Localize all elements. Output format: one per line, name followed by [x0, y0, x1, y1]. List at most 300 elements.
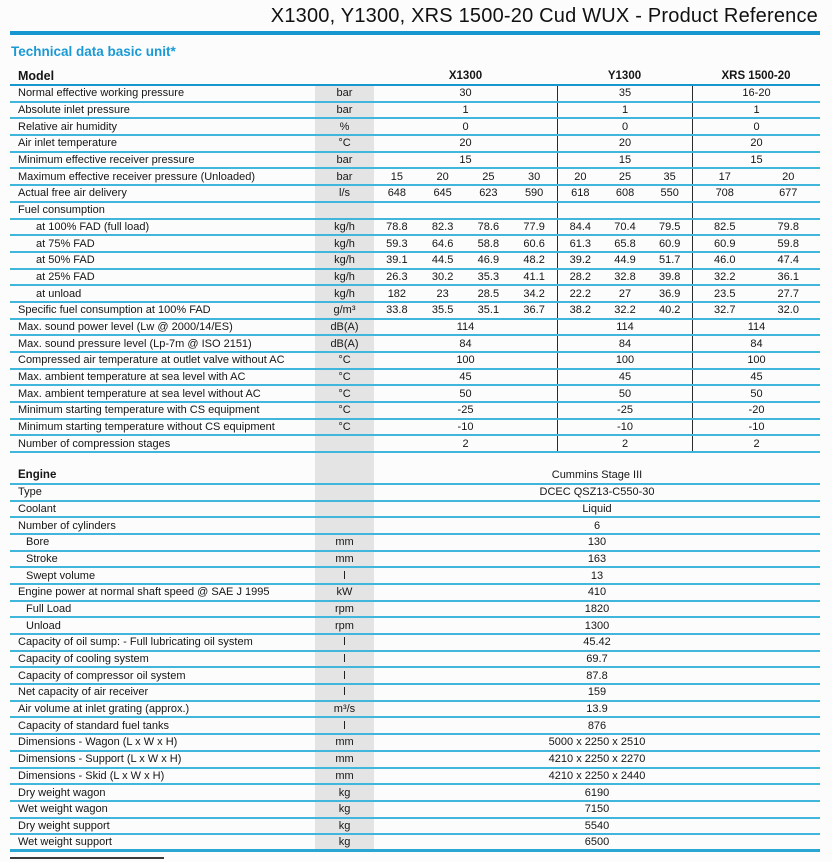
value-cell: -10 — [457, 421, 474, 434]
value-cell: 45 — [618, 371, 632, 384]
value-cell: 50 — [618, 387, 632, 400]
table-row — [10, 835, 820, 852]
row-values — [374, 685, 820, 700]
row-label: Dimensions - Support (L x W x H) — [18, 753, 182, 766]
value-cell: 50 — [750, 387, 763, 400]
value-cell: -25 — [617, 404, 633, 417]
value-cell: 0 — [753, 120, 760, 133]
model-region — [692, 103, 820, 118]
row-values — [374, 735, 820, 750]
value-cell: 61.3 — [569, 237, 592, 250]
table-row — [10, 436, 820, 453]
row-values — [374, 485, 820, 500]
unit-cell: bar — [315, 86, 374, 101]
value-cell: 7150 — [584, 803, 610, 816]
unit-cell: mm — [315, 552, 374, 567]
value-cell: 876 — [587, 719, 607, 732]
model-region — [374, 370, 557, 385]
unit-cell: °C — [315, 136, 374, 151]
unit-cell: kg/h — [315, 286, 374, 301]
unit-cell: m³/s — [315, 702, 374, 717]
table-row — [10, 602, 820, 619]
row-values — [374, 203, 820, 218]
model-region — [374, 270, 557, 285]
model-column-headers — [374, 68, 820, 84]
table-row — [10, 236, 820, 253]
value-cell: 79.8 — [777, 220, 799, 233]
value-cell — [558, 203, 692, 218]
row-label: Air volume at inlet grating (approx.) — [18, 703, 190, 716]
value-cell: 2 — [462, 437, 469, 450]
spec-table — [10, 68, 820, 852]
model-region — [374, 336, 557, 351]
value-cell: 15 — [618, 154, 632, 167]
model-region — [692, 169, 820, 184]
row-values — [374, 802, 820, 817]
value-cell: 39.1 — [386, 254, 408, 267]
row-values — [374, 835, 820, 849]
model-region — [374, 236, 557, 251]
value-cell: 410 — [587, 586, 607, 599]
value-cell: 182 — [387, 287, 407, 300]
unit-cell: l — [315, 718, 374, 733]
value-cell: 39.8 — [658, 270, 681, 283]
row-values — [374, 420, 820, 435]
value-cell: 16-20 — [742, 87, 771, 100]
value-cell: 46.0 — [714, 254, 736, 267]
table-row — [10, 253, 820, 270]
row-values — [374, 220, 820, 235]
row-label: Compressed air temperature at outlet valve without AC — [18, 354, 285, 367]
row-values — [374, 618, 820, 633]
model-region — [557, 286, 692, 301]
value-cell: 35.1 — [477, 304, 500, 317]
unit-cell: kg — [315, 802, 374, 817]
row-label: Capacity of standard fuel tanks — [18, 719, 170, 732]
unit-cell: °C — [315, 353, 374, 368]
value-cell: 32.0 — [777, 304, 799, 317]
value-cell: 13 — [590, 569, 604, 582]
value-cell: -10 — [617, 421, 633, 434]
table-row — [10, 585, 820, 602]
table-row — [10, 485, 820, 502]
row-label: Maximum effective receiver pressure (Unloaded) — [18, 170, 255, 183]
model-region — [692, 320, 820, 335]
section-heading: Technical data basic unit* — [11, 44, 176, 59]
model-region — [374, 253, 557, 268]
unit-cell: dB(A) — [315, 320, 374, 335]
unit-cell: l — [315, 652, 374, 667]
model-region — [374, 153, 557, 168]
table-row — [10, 668, 820, 685]
model-region — [692, 270, 820, 285]
value-cell: 130 — [587, 536, 607, 549]
table-row — [10, 785, 820, 802]
model-region — [374, 169, 557, 184]
value-cell: 28.5 — [477, 287, 500, 300]
title-divider — [10, 31, 820, 35]
value-cell: 13.9 — [586, 703, 608, 716]
value-cell: 60.9 — [658, 237, 681, 250]
model-region — [374, 86, 557, 101]
unit-cell: kW — [315, 585, 374, 600]
value-cell: 44.5 — [431, 254, 454, 267]
value-cell: 30 — [459, 87, 472, 100]
value-cell — [693, 203, 820, 218]
value-cell: 23 — [436, 287, 449, 300]
model-region — [557, 270, 692, 285]
value-cell: 25 — [618, 170, 632, 183]
value-cell: 64.6 — [431, 237, 454, 250]
table-row — [10, 802, 820, 819]
value-cell: 46.9 — [477, 254, 500, 267]
row-label: Minimum effective receiver pressure — [18, 154, 195, 167]
value-cell: 51.7 — [658, 254, 681, 267]
unit-cell: l/s — [315, 186, 374, 201]
unit-cell: l — [315, 668, 374, 683]
row-label: Engine power at normal shaft speed @ SAE J 1995 — [18, 586, 270, 599]
value-cell: 590 — [524, 187, 544, 200]
value-cell: 32.7 — [714, 304, 736, 317]
table-row — [10, 535, 820, 552]
model-region — [557, 420, 692, 435]
model-region — [374, 353, 557, 368]
value-cell: 65.8 — [614, 237, 636, 250]
row-values — [374, 370, 820, 385]
gap-unit-band — [315, 453, 374, 468]
value-cell: 20 — [436, 170, 449, 183]
table-row — [10, 286, 820, 303]
value-cell: 1 — [462, 104, 469, 117]
value-cell: 114 — [616, 320, 634, 333]
row-values — [374, 403, 820, 418]
value-cell: 25 — [482, 170, 495, 183]
row-label: Dry weight wagon — [18, 786, 106, 799]
row-values — [374, 136, 820, 151]
value-cell: 20 — [574, 170, 587, 183]
model-region — [692, 403, 820, 418]
row-label: Type — [18, 486, 42, 499]
model-region — [557, 370, 692, 385]
value-cell: 4210 x 2250 x 2270 — [548, 753, 646, 766]
value-cell: 23.5 — [714, 287, 736, 300]
page-title: X1300, Y1300, XRS 1500-20 Cud WUX - Product Reference — [270, 5, 818, 27]
value-cell: 32.2 — [614, 304, 636, 317]
value-cell: -20 — [748, 404, 765, 417]
model-region — [557, 169, 692, 184]
unit-cell — [315, 485, 374, 500]
value-cell: 20 — [782, 170, 795, 183]
unit-cell: mm — [315, 735, 374, 750]
table-row — [10, 353, 820, 370]
row-label: Coolant — [18, 502, 56, 515]
model-region — [557, 220, 692, 235]
unit-cell: kg — [315, 785, 374, 800]
table-row — [10, 652, 820, 669]
model-region — [692, 286, 820, 301]
value-cell: 163 — [587, 552, 607, 565]
row-values — [374, 752, 820, 767]
row-values — [374, 186, 820, 201]
row-values — [374, 286, 820, 301]
model-region — [692, 386, 820, 401]
table-row — [10, 169, 820, 186]
unit-cell: kg/h — [315, 236, 374, 251]
row-label: Relative air humidity — [18, 120, 118, 133]
value-cell: 77.9 — [523, 220, 545, 233]
unit-cell: g/m³ — [315, 303, 374, 318]
table-row — [10, 819, 820, 836]
value-cell: 114 — [747, 320, 766, 333]
unit-cell — [315, 468, 374, 483]
table-row — [10, 336, 820, 353]
table-row — [10, 370, 820, 387]
value-cell: 39.2 — [569, 254, 592, 267]
table-row — [10, 403, 820, 420]
row-label: at 75% FAD — [36, 237, 95, 250]
table-row — [10, 702, 820, 719]
row-label: Swept volume — [26, 569, 96, 582]
value-cell: 82.3 — [431, 220, 454, 233]
table-row — [10, 136, 820, 153]
model-region — [692, 119, 820, 134]
value-cell: 1 — [621, 104, 629, 117]
row-values — [374, 702, 820, 717]
table-row — [10, 86, 820, 103]
row-label: Air inlet temperature — [18, 137, 118, 150]
model-region — [374, 320, 557, 335]
unit-cell: mm — [315, 535, 374, 550]
table-row — [10, 502, 820, 519]
row-label: Unload — [26, 619, 61, 632]
model-region — [692, 370, 820, 385]
row-values — [374, 353, 820, 368]
row-values — [374, 785, 820, 800]
value-cell: 623 — [479, 187, 498, 200]
row-label: Engine — [18, 469, 57, 482]
unit-cell — [315, 518, 374, 533]
value-cell: 59.8 — [777, 237, 799, 250]
model-region — [374, 286, 557, 301]
value-cell: 78.6 — [477, 220, 500, 233]
value-cell: 15 — [459, 154, 472, 167]
value-cell: 618 — [571, 187, 590, 200]
model-region — [692, 420, 820, 435]
value-cell: 38.2 — [569, 304, 592, 317]
table-row — [10, 119, 820, 136]
basic-unit-section — [10, 86, 820, 453]
unit-cell: bar — [315, 153, 374, 168]
value-cell: 36.1 — [777, 270, 799, 283]
value-cell: 28.2 — [569, 270, 592, 283]
row-values — [374, 552, 820, 567]
model-region — [692, 186, 820, 201]
value-cell: 17 — [718, 170, 731, 183]
value-cell: 114 — [456, 320, 475, 333]
gap-label-spacer — [10, 453, 315, 468]
row-label: Max. ambient temperature at sea level without AC — [18, 387, 261, 400]
unit-cell — [315, 436, 374, 451]
row-values — [374, 602, 820, 617]
model-region — [557, 336, 692, 351]
row-values — [374, 468, 820, 483]
row-label: Wet weight support — [18, 836, 112, 849]
model-region — [692, 236, 820, 251]
table-header-row — [10, 68, 820, 86]
model-region — [374, 119, 557, 134]
row-values — [374, 169, 820, 184]
row-values — [374, 320, 820, 335]
unit-cell: kg/h — [315, 270, 374, 285]
table-row — [10, 718, 820, 735]
table-row — [10, 386, 820, 403]
value-cell: 32.2 — [714, 270, 736, 283]
model-region — [692, 303, 820, 318]
value-cell: 44.9 — [614, 254, 636, 267]
value-cell: 26.3 — [386, 270, 408, 283]
value-cell: 35 — [618, 87, 632, 100]
model-region — [692, 220, 820, 235]
section-gap — [10, 453, 820, 468]
value-cell: 35 — [663, 170, 676, 183]
value-cell — [374, 203, 557, 218]
row-values — [374, 303, 820, 318]
model-region — [692, 336, 820, 351]
value-cell: 36.7 — [523, 304, 545, 317]
row-label: Fuel consumption — [18, 204, 105, 217]
model-region — [692, 253, 820, 268]
value-cell: -10 — [748, 421, 765, 434]
table-row — [10, 518, 820, 535]
table-row — [10, 103, 820, 120]
unit-cell: bar — [315, 169, 374, 184]
row-label: Bore — [26, 536, 50, 549]
value-cell: 608 — [615, 187, 635, 200]
model-region — [557, 303, 692, 318]
row-label: Wet weight wagon — [18, 803, 108, 816]
model-region — [692, 136, 820, 151]
value-cell: 30.2 — [431, 270, 454, 283]
unit-cell: kg/h — [315, 253, 374, 268]
row-label: at unload — [36, 287, 82, 300]
unit-cell: l — [315, 635, 374, 650]
row-label: Capacity of oil sump: - Full lubricating oil system — [18, 636, 253, 649]
value-cell: 82.5 — [714, 220, 736, 233]
value-cell: 20 — [618, 137, 632, 150]
model-region — [557, 153, 692, 168]
model-region — [557, 186, 692, 201]
unit-cell: °C — [315, 420, 374, 435]
value-cell: 0 — [462, 120, 469, 133]
value-cell: 22.2 — [569, 287, 592, 300]
table-row — [10, 320, 820, 337]
row-values — [374, 652, 820, 667]
unit-cell: rpm — [315, 618, 374, 633]
value-cell: 33.8 — [386, 304, 408, 317]
value-cell: 20 — [750, 137, 763, 150]
unit-cell: °C — [315, 370, 374, 385]
row-label: Net capacity of air receiver — [18, 686, 149, 699]
value-cell: 1820 — [584, 602, 610, 615]
model-region — [374, 436, 557, 451]
row-values — [374, 153, 820, 168]
row-label: Max. ambient temperature at sea level with AC — [18, 371, 246, 384]
unit-cell: mm — [315, 769, 374, 784]
value-cell: 84 — [618, 337, 632, 350]
row-values — [374, 769, 820, 784]
model-region — [557, 353, 692, 368]
row-values — [374, 119, 820, 134]
table-row — [10, 635, 820, 652]
row-label: at 25% FAD — [36, 270, 95, 283]
column-header-xrs-1500-20: XRS 1500-20 — [721, 70, 791, 82]
value-cell: 87.8 — [586, 669, 608, 682]
value-cell: 58.8 — [477, 237, 500, 250]
row-label: Dimensions - Wagon (L x W x H) — [18, 736, 178, 749]
value-cell: 677 — [779, 187, 798, 200]
value-cell: 6 — [593, 519, 601, 532]
value-cell: 45.42 — [583, 636, 611, 649]
value-cell: 708 — [715, 187, 734, 200]
row-label: Absolute inlet pressure — [18, 104, 130, 117]
value-cell: 648 — [387, 187, 407, 200]
value-cell: 2 — [621, 437, 629, 450]
value-cell: 1 — [753, 104, 760, 117]
engine-section — [10, 468, 820, 852]
model-region — [557, 253, 692, 268]
model-region — [692, 153, 820, 168]
model-region — [557, 320, 692, 335]
model-region — [557, 236, 692, 251]
table-row — [10, 735, 820, 752]
model-region — [374, 386, 557, 401]
model-region — [374, 136, 557, 151]
value-cell: 4210 x 2250 x 2440 — [548, 769, 646, 782]
model-region — [557, 436, 692, 451]
value-cell: 40.2 — [658, 304, 681, 317]
row-label: Actual free air delivery — [18, 187, 127, 200]
row-values — [374, 518, 820, 533]
table-row — [10, 568, 820, 585]
row-values — [374, 635, 820, 650]
row-label: Full Load — [26, 602, 72, 615]
unit-cell: kg/h — [315, 220, 374, 235]
value-cell: 550 — [660, 187, 679, 200]
value-cell: 2 — [753, 437, 760, 450]
row-values — [374, 568, 820, 583]
value-cell: 27.7 — [777, 287, 799, 300]
unit-cell: dB(A) — [315, 336, 374, 351]
model-region — [692, 203, 820, 218]
value-cell: 0 — [621, 120, 629, 133]
row-label: Minimum starting temperature without CS equipment — [18, 421, 275, 434]
row-values — [374, 253, 820, 268]
value-cell: 45 — [750, 371, 763, 384]
table-row — [10, 685, 820, 702]
unit-cell: °C — [315, 386, 374, 401]
model-region — [557, 86, 692, 101]
value-cell: 84 — [750, 337, 763, 350]
row-values — [374, 386, 820, 401]
value-cell: 41.1 — [523, 270, 545, 283]
value-cell: 78.8 — [386, 220, 408, 233]
value-cell: 35.3 — [477, 270, 500, 283]
unit-cell: kg — [315, 819, 374, 834]
model-region — [557, 386, 692, 401]
model-region — [692, 436, 820, 451]
row-label: Max. sound power level (Lw @ 2000/14/ES) — [18, 320, 233, 333]
value-cell: 79.5 — [658, 220, 681, 233]
